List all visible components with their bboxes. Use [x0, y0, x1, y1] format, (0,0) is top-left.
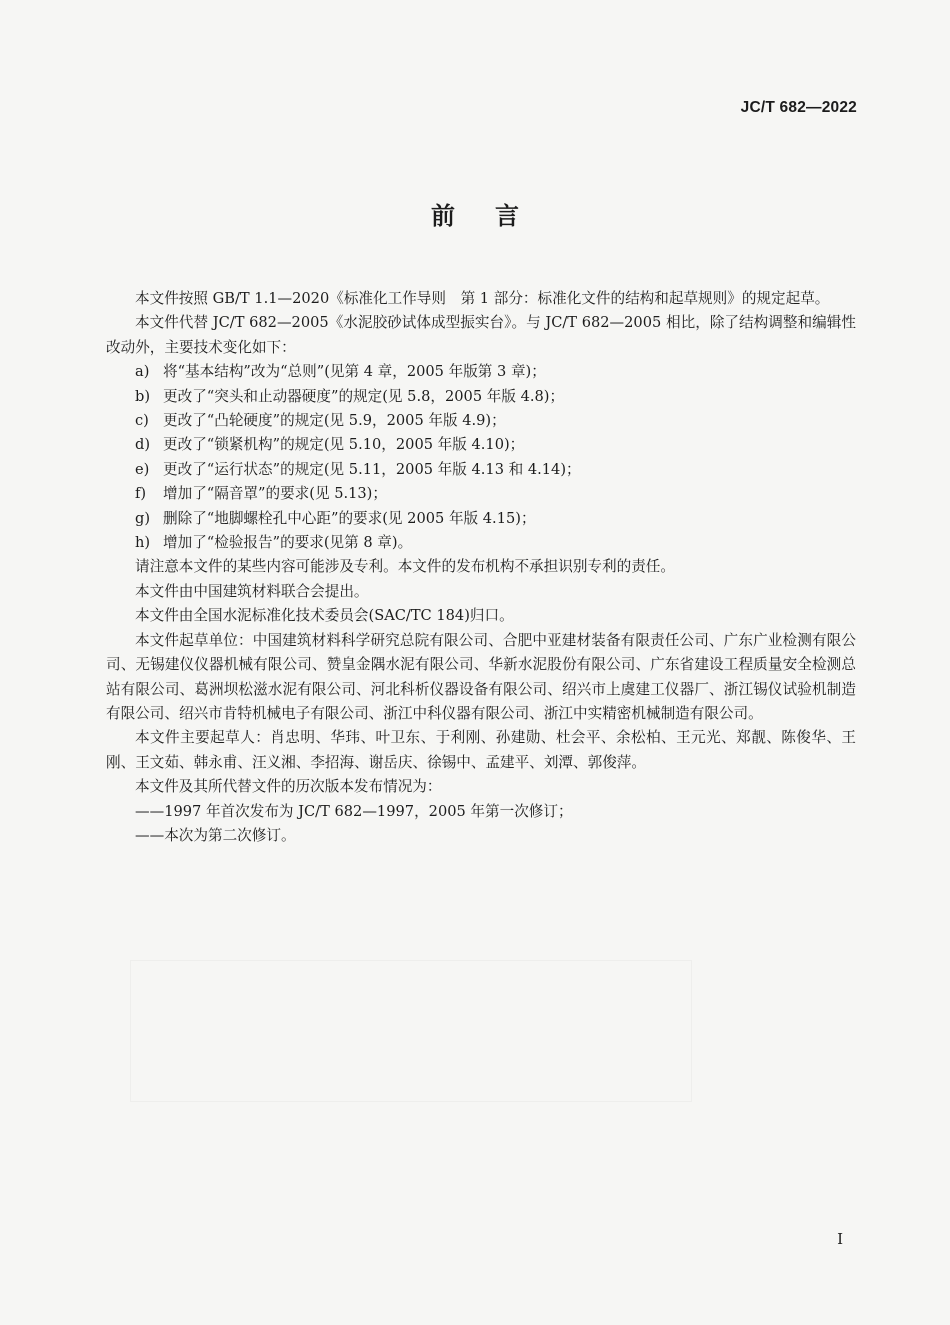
- list-item: [106, 360, 856, 384]
- list-item-letter: a): [135, 363, 150, 381]
- list-item-text: 删除了“地脚螺栓孔中心距”的要求(见 2005 年版 4.15)；: [163, 509, 536, 527]
- paragraph-replacement: 本文件代替 JC/T 682—2005《水泥胶砂试体成型振实台》。与 JC/T 682—2005 相比，除了结构调整和编辑性改动外，主要技术变化如下：: [106, 314, 856, 356]
- document-code: JC/T 682—2022: [740, 99, 857, 116]
- paragraph-technical-committee: 本文件由全国水泥标准化技术委员会(SAC/TC 184)归口。: [135, 607, 514, 625]
- paragraph-proposer: 本文件由中国建筑材料联合会提出。: [135, 582, 369, 600]
- show-through-shade: [130, 960, 692, 1102]
- list-item-letter: d): [135, 436, 151, 454]
- list-item-letter: e): [135, 460, 150, 478]
- history-item: ——1997 年首次发布为 JC/T 682—1997，2005 年第一次修订；: [135, 802, 573, 820]
- list-item-letter: h): [135, 534, 151, 552]
- paragraph-main-drafters: 本文件主要起草人：肖忠明、华玮、叶卫东、于利刚、孙建勋、杜会平、余松柏、王元光、郑靓、陈俊华、王刚、王文茹、韩永甫、汪义湘、李招海、谢岳庆、徐锡中、孟建平、刘潭、郭俊萍。: [106, 729, 856, 771]
- list-item-letter: c): [135, 412, 149, 430]
- list-item-letter: b): [135, 387, 151, 405]
- paragraph-drafting-rules: 本文件按照 GB/T 1.1—2020《标准化工作导则 第 1 部分：标准化文件的结构和起草规则》的规定起草。: [135, 290, 830, 307]
- list-item-text: 更改了“突头和止动器硬度”的规定(见 5.8，2005 年版 4.8)；: [163, 387, 565, 405]
- list-item-text: 将“基本结构”改为“总则”(见第 4 章，2005 年版第 3 章)；: [163, 363, 546, 381]
- list-item: [106, 507, 856, 531]
- changes-list: [106, 360, 856, 555]
- paragraph-version-history: 本文件及其所代替文件的历次版本发布情况为：: [135, 778, 442, 796]
- list-item-text: 增加了“隔音罩”的要求(见 5.13)；: [163, 485, 387, 503]
- list-item-text: 更改了“运行状态”的规定(见 5.11，2005 年版 4.13 和 4.14)；: [163, 460, 581, 478]
- page-number: I: [837, 1230, 843, 1248]
- page-title: 前言: [431, 202, 559, 230]
- list-item-letter: f): [135, 485, 147, 503]
- list-item: [106, 433, 856, 457]
- foreword-body: [106, 287, 856, 848]
- list-item: [106, 385, 856, 409]
- list-item: [106, 531, 856, 555]
- list-item-letter: g): [135, 509, 151, 527]
- list-item: [106, 482, 856, 506]
- list-item-text: 增加了“检验报告”的要求(见第 8 章)。: [163, 534, 413, 552]
- list-item: [106, 458, 856, 482]
- paragraph-drafting-organizations: 本文件起草单位：中国建筑材料科学研究总院有限公司、合肥中亚建材装备有限责任公司、广东广业检测有限公司、无锡建仪仪器机械有限公司、赞皇金隅水泥有限公司、华新水泥股份有限公司、广东省建设工程质量安全检测总站有限公司、葛洲坝松滋水泥有限公司、河北科析仪器设备有限公司、绍兴市上虞建工仪器厂、浙江锡仪试验机制造有限公司、绍兴市肯特机械电子有限公司、浙江中科仪器有限公司、浙江中实精密机械制造有限公司。: [106, 631, 856, 722]
- list-item: [106, 409, 856, 433]
- paragraph-patent-notice: 请注意本文件的某些内容可能涉及专利。本文件的发布机构不承担识别专利的责任。: [135, 558, 675, 576]
- list-item-text: 更改了“凸轮硬度”的规定(见 5.9，2005 年版 4.9)；: [163, 412, 506, 430]
- list-item-text: 更改了“锁紧机构”的规定(见 5.10，2005 年版 4.10)；: [163, 436, 525, 454]
- history-item: ——本次为第二次修订。: [135, 826, 296, 844]
